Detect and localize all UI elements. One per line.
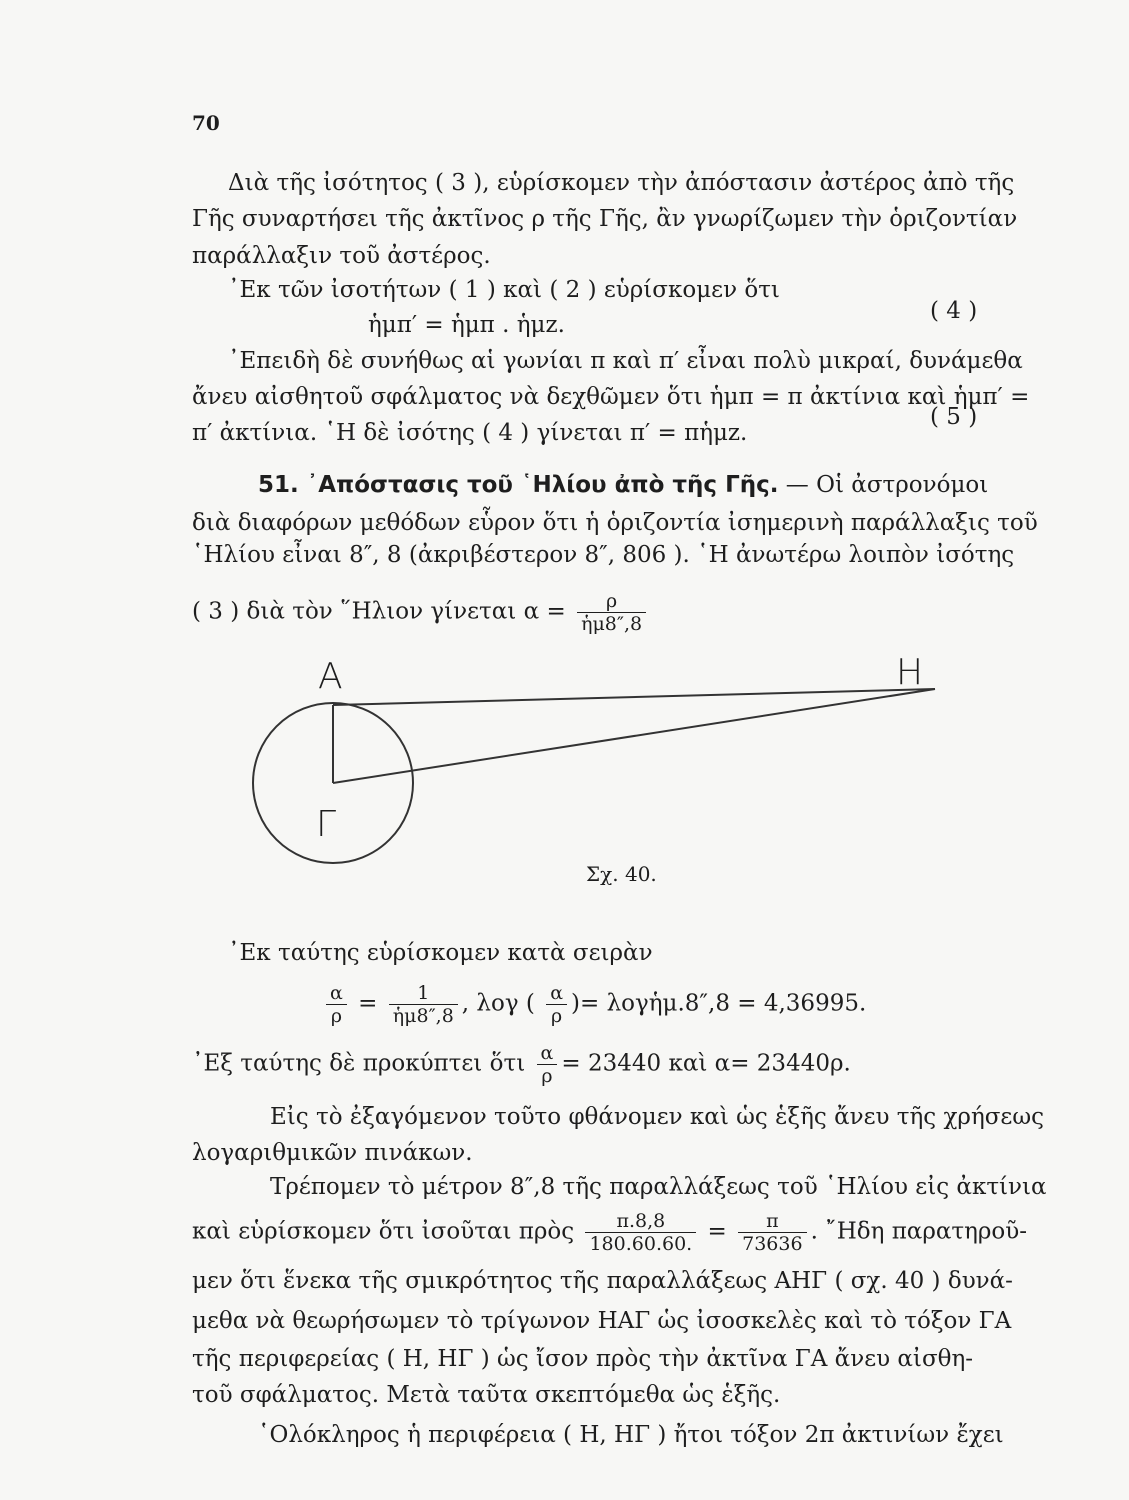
text-line: Εἰς τὸ ἐξαγόμενον τοῦτο φθάνομεν καὶ ὡς ἑξῆς ἄνευ τῆς χρήσεως	[270, 1104, 1044, 1130]
equation-number: ( 4 )	[930, 298, 978, 324]
text-segment: = 23440 καὶ α= 23440ρ.	[561, 1050, 851, 1077]
text-line: Διὰ τῆς ἰσότητος ( 3 ), εὑρίσκομεν τὴν ἀπόστασιν ἀστέρος ἀπὸ τῆς	[228, 170, 1015, 196]
text-line: Γῆς συναρτήσει τῆς ἀκτῖνος ρ τῆς Γῆς, ἂν γνωρίζωμεν τὴν ὁριζοντίαν	[192, 206, 1018, 232]
numerator: π	[738, 1210, 806, 1233]
text-line: μεθα νὰ θεωρήσωμεν τὸ τρίγωνον ΗΑΓ ὡς ἰσοσκελὲς καὶ τὸ τόξον ΓΑ	[192, 1308, 1012, 1334]
fraction	[585, 1210, 696, 1255]
text-line: λογαριθμικῶν πινάκων.	[192, 1140, 473, 1166]
page-number: 70	[192, 111, 220, 135]
equation-number: ( 5 )	[930, 404, 978, 430]
formula-line	[192, 1210, 1027, 1255]
text-line: π′ ἀκτίνια. ῾Η δὲ ἰσότης ( 4 ) γίνεται π′ = πἡμz.	[192, 420, 748, 446]
text-line: τοῦ σφάλματος. Μετὰ ταῦτα σκεπτόμεθα ὡς ἑξῆς.	[192, 1382, 781, 1408]
numerator: α	[326, 982, 347, 1005]
text-line: διὰ διαφόρων μεθόδων εὗρον ὅτι ἡ ὁριζοντία ἰσημερινὴ παράλλαξις τοῦ	[192, 510, 1038, 536]
text-line: ῾Ολόκληρος ἡ περιφέρεια ( Η, ΗΓ ) ἤτοι τόξον 2π ἀκτινίων ἔχει	[258, 1422, 1004, 1448]
equals-sign: =	[358, 990, 378, 1017]
fraction	[389, 982, 458, 1027]
text-line: Τρέπομεν τὸ μέτρον 8″,8 τῆς παραλλάξεως τοῦ ῾Ηλίου εἰς ἀκτίνια	[270, 1174, 1047, 1200]
denominator: ρ	[551, 1005, 563, 1027]
text-line: παράλλαξιν τοῦ ἀστέρος.	[192, 243, 491, 269]
denominator: ρ	[541, 1065, 553, 1087]
numerator: ρ	[577, 590, 646, 613]
text-segment: )= λογἡμ.8″,8 = 4,36995.	[571, 990, 867, 1017]
fraction	[326, 982, 347, 1027]
text-segment: . ῎Ηδη παρατηροῦ-	[810, 1218, 1028, 1245]
numerator: π.8,8	[585, 1210, 696, 1233]
text-line: μεν ὅτι ἕνεκα τῆς σμικρότητος τῆς παραλλάξεως ΑΗΓ ( σχ. 40 ) δυνά-	[192, 1268, 1013, 1294]
text-segment: ᾿Εξ ταύτης δὲ προκύπτει ὅτι	[192, 1050, 526, 1077]
section-heading: 51. ᾿Απόστασις τοῦ ῾Ηλίου ἀπὸ τῆς Γῆς.	[258, 472, 779, 498]
fraction	[738, 1210, 806, 1255]
formula-line	[322, 982, 866, 1027]
figure-caption: Σχ. 40.	[586, 862, 657, 886]
text-line: ᾿Επειδὴ δὲ συνήθως αἱ γωνίαι π καὶ π′ εἶναι πολὺ μικραί, δυνάμεθα	[228, 348, 1023, 374]
denominator: ἡμ8″,8	[581, 613, 643, 635]
fraction	[546, 982, 567, 1027]
text-segment: — Οἱ ἀστρονόμοι	[778, 472, 989, 498]
numerator: 1	[389, 982, 458, 1005]
text-line: ἄνευ αἰσθητοῦ σφάλματος νὰ δεχθῶμεν ὅτι ἡμπ = π ἀκτίνια καὶ ἡμπ′ =	[192, 384, 1030, 410]
text-segment: , λογ (	[461, 990, 535, 1017]
text-line: ᾿Εκ τῶν ἰσοτήτων ( 1 ) καὶ ( 2 ) εὑρίσκομεν ὅτι	[228, 277, 780, 303]
equation-4: ἡμπ′ = ἡμπ . ἡμz.	[368, 312, 565, 338]
text-line: τῆς περιφερείας ( Η, ΗΓ ) ὡς ἴσον πρὸς τὴν ἀκτῖνα ΓΑ ἄνευ αἰσθη-	[192, 1346, 974, 1372]
label-g: Γ	[316, 804, 337, 845]
text-line: ῾Ηλίου εἶναι 8″, 8 (ἀκριβέστερον 8″, 806 ). ῾Η ἀνωτέρω λοιπὸν ἰσότης	[192, 542, 1015, 568]
numerator: α	[537, 1042, 558, 1065]
denominator: ρ	[330, 1005, 342, 1027]
denominator: 180.60.60.	[589, 1233, 693, 1255]
text-line: ᾿Εκ ταύτης εὑρίσκομεν κατὰ σειρὰν	[228, 940, 653, 966]
fraction	[537, 1042, 558, 1087]
equals-sign: =	[707, 1218, 727, 1245]
formula-line	[192, 1042, 851, 1087]
label-h: Η	[896, 652, 924, 693]
denominator: 73636	[742, 1233, 803, 1255]
denominator: ἡμ8″,8	[392, 1005, 454, 1027]
label-a: Α	[318, 656, 343, 697]
text-segment: καὶ εὑρίσκομεν ὅτι ἰσοῦται πρὸς	[192, 1218, 575, 1245]
text-segment: ( 3 ) διὰ τὸν ῞Ηλιον γίνεται α =	[192, 598, 566, 625]
numerator: α	[546, 982, 567, 1005]
